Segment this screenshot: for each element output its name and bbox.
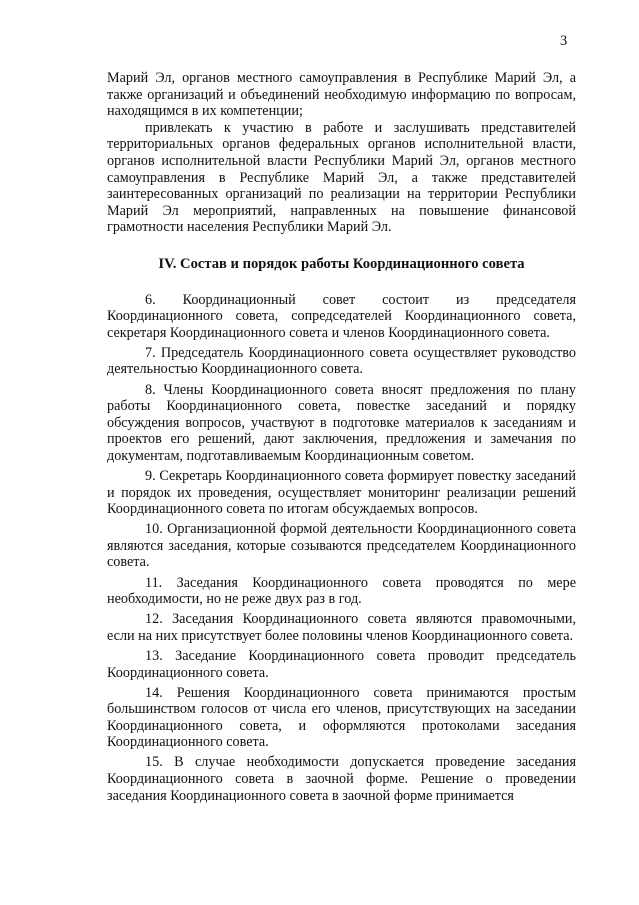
item-10: 10. Организационной формой деятельности Координационного совета являются заседания, которые созываются председателем Координационного совета. <box>107 521 576 571</box>
item-12: 12. Заседания Координационного совета являются правомочными, если на них присутствует более половины членов Координационного совета. <box>107 611 576 644</box>
page-number: 3 <box>560 33 568 49</box>
item-14: 14. Решения Координационного совета принимаются простым большинством голосов от числа его членов, присутствующих на заседании Координационного совета, и оформляются протоколами заседания Координационного совета. <box>107 684 576 751</box>
item-15: 15. В случае необходимости допускается проведение заседания Координационного совета в заочной форме. Решение о проведении заседания Координационного совета в заочной форме принимается <box>107 754 576 804</box>
item-8: 8. Члены Координационного совета вносят предложения по плану работы Координационного совета, повестке заседаний и порядку обсуждения вопросов, участвуют в подготовке материалов к заседаниям и проектов его решений, дают заключения, предложения и замечания по документам, подготавливаемым Координационным советом. <box>107 381 576 464</box>
item-6: 6. Координационный совет состоит из председателя Координационного совета, сопредседателей Координационного совета, секретаря Координационного совета и членов Координационного совета. <box>107 291 576 341</box>
item-9: 9. Секретарь Координационного совета формирует повестку заседаний и порядок их проведения, осуществляет мониторинг реализации решений Координационного совета по итогам обсуждаемых вопросов. <box>107 467 576 518</box>
section-heading: IV. Состав и порядок работы Координационного совета <box>158 255 525 272</box>
item-11: 11. Заседания Координационного совета проводятся по мере необходимости, но не реже двух раз в год. <box>107 574 576 608</box>
paragraph-continuation: Марий Эл, органов местного самоуправления в Республике Марий Эл, а также организаций и объединений необходимую информацию по вопросам, находящимся в их компетенции; <box>107 70 576 120</box>
paragraph-involve-representatives: привлекать к участию в работе и заслушивать представителей территориальных органов федеральных органов исполнительной власти, органов исполнительной власти Республики Марий Эл, органов местного самоуправления в Республике Марий Эл, а также представителей заинтересованных организаций по реализации на территории Республики Марий Эл мероприятий, направленных на повышение финансовой грамотности населения Республики Марий Эл. <box>107 119 576 236</box>
item-13: 13. Заседание Координационного совета проводит председатель Координационного совета. <box>107 647 576 681</box>
document-body <box>107 70 576 804</box>
item-7: 7. Председатель Координационного совета осуществляет руководство деятельностью Координационного совета. <box>107 344 576 378</box>
